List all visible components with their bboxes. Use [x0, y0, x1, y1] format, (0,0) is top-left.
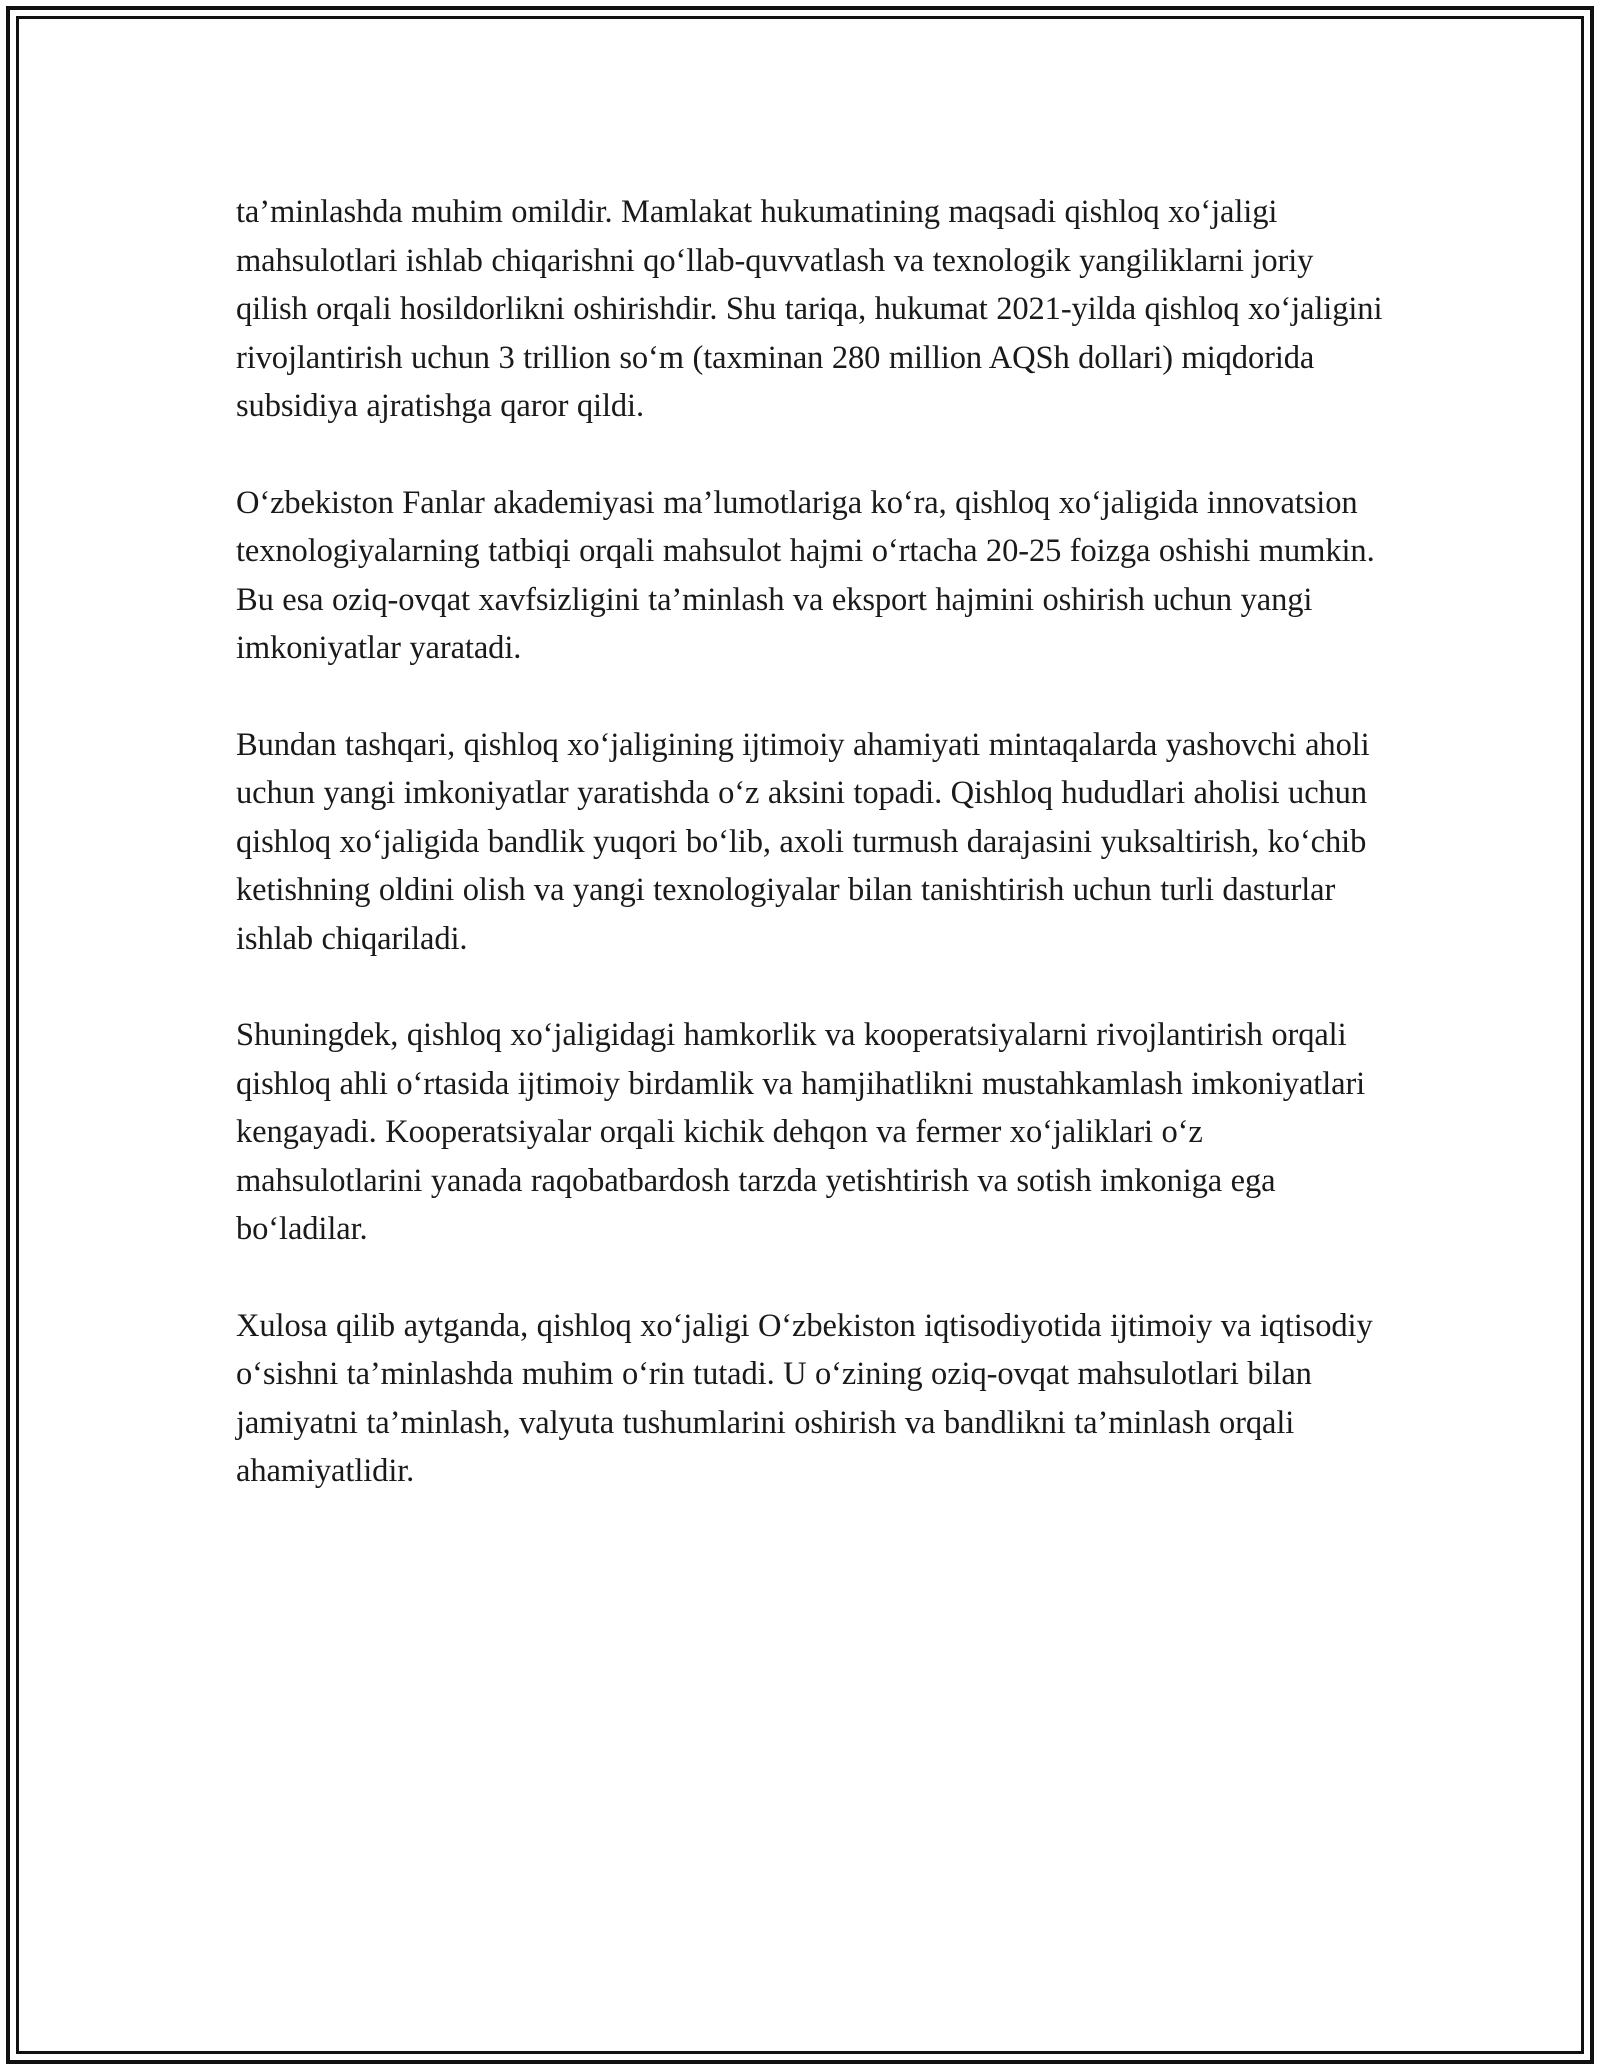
document-body	[236, 188, 1384, 1496]
paragraph-cooperatives: Shuningdek, qishloq xo‘jaligidagi hamkorlik va kooperatsiyalarni rivojlantirish orqali qishloq ahli o‘rtasida ijtimoiy birdamlik va hamjihatlikni mustahkamlash imkoniyatlari kengayadi. Kooperatsiyalar orqali kichik dehqon va fermer xo‘jaliklari o‘z mahsulotlarini yanada raqobatbardosh tarzda yetishtirish va sotish imkoniga ega bo‘ladilar.	[236, 1017, 1366, 1247]
paragraph-social-importance: Bundan tashqari, qishloq xo‘jaligining ijtimoiy ahamiyati mintaqalarda yashovchi aholi uchun yangi imkoniyatlar yaratishda o‘z aksini topadi. Qishloq hududlari aholisi uchun qishloq xo‘jaligida bandlik yuqori bo‘lib, axoli turmush darajasini yuksaltirish, ko‘chib ketishning oldini olish va yangi texnologiyalar bilan tanishtirish uchun turli dasturlar ishlab chiqariladi.	[236, 726, 1370, 957]
paragraph-academy-of-sciences: O‘zbekiston Fanlar akademiyasi ma’lumotlariga ko‘ra, qishloq xo‘jaligida innovatsion texnologiyalarning tatbiqi orqali mahsulot hajmi o‘rtacha 20-25 foizga oshishi mumkin. Bu esa oziq-ovqat xavfsizligini ta’minlash va eksport hajmini oshirish uchun yangi imkoniyatlar yaratadi.	[236, 484, 1375, 666]
paragraph-government-subsidy: ta’minlashda muhim omildir. Mamlakat hukumatining maqsadi qishloq xo‘jaligi mahsulotlari ishlab chiqarishni qo‘llab-quvvatlash va texnologik yangiliklarni joriy qilish orqali hosildorlikni oshirishdir. Shu tariqa, hukumat 2021-yilda qishloq xo‘jaligini rivojlantirish uchun 3 trillion so‘m (taxminan 280 million AQSh dollari) miqdorida subsidiya ajratishga qaror qildi.	[236, 194, 1383, 424]
paragraph-conclusion: Xulosa qilib aytganda, qishloq xo‘jaligi O‘zbekiston iqtisodiyotida ijtimoiy va iqtisodiy o‘sishni ta’minlashda muhim o‘rin tutadi. U o‘zining oziq-ovqat mahsulotlari bilan jamiyatni ta’minlash, valyuta tushumlarini oshirish va bandlikni ta’minlash orqali ahamiyatlidir.	[236, 1307, 1373, 1489]
